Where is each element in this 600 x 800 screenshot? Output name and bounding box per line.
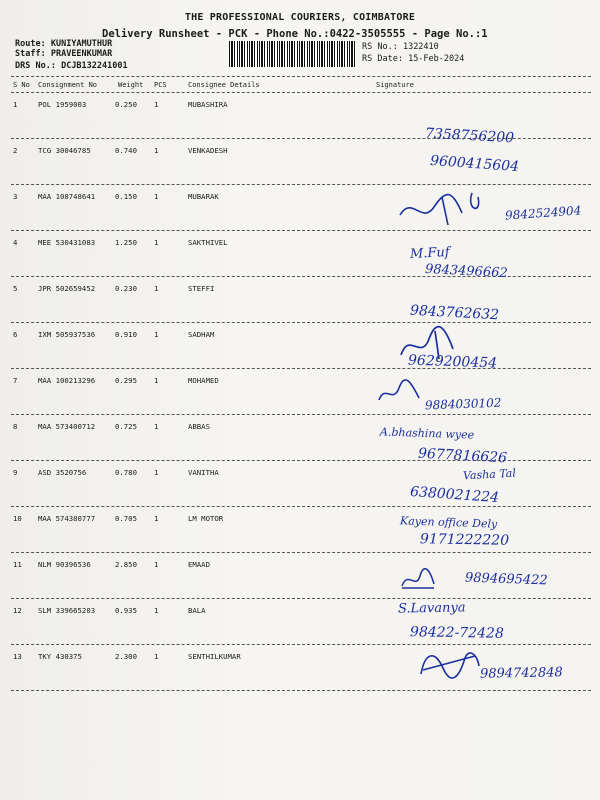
row-divider (11, 184, 591, 185)
cell-pcs: 1 (154, 330, 159, 339)
handwritten-note: Kayen office Dely (399, 514, 498, 531)
handwritten-note: A.bhashina wyee (379, 425, 475, 442)
cell-weight: 0.910 (115, 330, 137, 339)
table-row (0, 146, 600, 192)
cell-consignee: VANITHA (188, 468, 219, 477)
barcode (229, 41, 356, 67)
table-row (0, 238, 600, 284)
table-row (0, 330, 600, 376)
table-row (0, 514, 600, 560)
cell-cno: TKY 430375 (38, 652, 82, 661)
cell-weight: 0.295 (115, 376, 137, 385)
handwritten-note: S.Lavanya (397, 600, 466, 617)
rs-no-label: RS No.: (362, 42, 398, 52)
header-rule-top (11, 76, 591, 77)
cell-pcs: 1 (154, 146, 159, 155)
cell-weight: 2.850 (115, 560, 137, 569)
handwritten-note: 9171222220 (419, 531, 510, 549)
cell-sno: 10 (13, 514, 22, 523)
cell-sno: 6 (13, 330, 18, 339)
cell-consignee: SAKTHIVEL (188, 238, 228, 247)
handwritten-note: M.Fuf (409, 244, 451, 263)
row-divider (11, 138, 591, 139)
cell-cno: MEE 530431083 (38, 238, 96, 247)
cell-weight: 0.230 (115, 284, 137, 293)
cell-pcs: 1 (154, 514, 159, 523)
cell-pcs: 1 (154, 652, 159, 661)
table-row (0, 560, 600, 606)
table-row (0, 468, 600, 514)
rs-date-line (362, 54, 464, 64)
row-divider (11, 460, 591, 461)
row-divider (11, 598, 591, 599)
cell-weight: 0.935 (115, 606, 137, 615)
cell-cno: MAA 573400712 (38, 422, 96, 431)
cell-weight: 0.705 (115, 514, 137, 523)
table-row (0, 100, 600, 146)
col-consignee: Consignee Details (188, 81, 260, 89)
table-row (0, 422, 600, 468)
cell-sno: 1 (13, 100, 18, 109)
staff-line (15, 49, 112, 59)
runsheet-subtitle: Delivery Runsheet - PCK - Phone No.:0422-3505555 - Page No.:1 (102, 28, 488, 40)
cell-consignee: VENKADESH (188, 146, 228, 155)
handwritten-note: 9894695422 (464, 570, 548, 589)
cell-pcs: 1 (154, 422, 159, 431)
cell-weight: 0.150 (115, 192, 137, 201)
cell-weight: 0.725 (115, 422, 137, 431)
cell-consignee: ABBAS (188, 422, 210, 431)
cell-sno: 3 (13, 192, 18, 201)
table-row (0, 606, 600, 652)
handwritten-note: 6380021224 (409, 483, 500, 507)
table-row (0, 376, 600, 422)
cell-consignee: LM MOTOR (188, 514, 224, 523)
cell-sno: 5 (13, 284, 18, 293)
col-signature: Signature (376, 81, 414, 89)
table-row (0, 284, 600, 330)
cell-sno: 2 (13, 146, 18, 155)
cell-cno: MAA 574380777 (38, 514, 96, 523)
handwritten-note: Vasha Tal (462, 466, 517, 483)
row-divider (11, 644, 591, 645)
row-divider (11, 414, 591, 415)
cell-sno: 7 (13, 376, 18, 385)
cell-sno: 12 (13, 606, 22, 615)
row-divider (11, 322, 591, 323)
cell-cno: MAA 108748641 (38, 192, 96, 201)
table-row (0, 192, 600, 238)
rs-date-value: 15-Feb-2024 (408, 54, 465, 64)
drs-line (15, 61, 128, 71)
cell-weight: 0.780 (115, 468, 137, 477)
table-row (0, 652, 600, 698)
cell-sno: 13 (13, 652, 22, 661)
rs-date-label: RS Date: (362, 54, 403, 64)
handwritten-note: 9843496662 (424, 261, 509, 282)
header-rule-bottom (11, 92, 591, 93)
page-title: THE PROFESSIONAL COURIERS, COIMBATORE (184, 12, 416, 23)
row-divider (11, 230, 591, 231)
handwritten-note: 9600415604 (429, 152, 520, 176)
col-weight: Weight (118, 81, 144, 89)
route-label: Route: (15, 39, 46, 49)
rs-no-value: 1322410 (402, 42, 439, 52)
staff-label: Staff: (15, 49, 46, 59)
cell-cno: IXM 505937536 (38, 330, 96, 339)
rs-no-line (362, 42, 439, 52)
handwritten-note: 98422-72428 (409, 624, 504, 642)
cell-pcs: 1 (154, 284, 159, 293)
handwritten-note: 9894742848 (479, 665, 563, 682)
cell-consignee: MOHAMED (188, 376, 219, 385)
handwritten-note: 9842524904 (504, 203, 582, 223)
cell-sno: 11 (13, 560, 22, 569)
cell-consignee: MUBARAK (188, 192, 219, 201)
cell-pcs: 1 (154, 376, 159, 385)
handwritten-note: 9843762632 (409, 302, 500, 324)
row-divider (11, 368, 591, 369)
cell-cno: TCG 30046785 (38, 146, 91, 155)
cell-pcs: 1 (154, 192, 159, 201)
handwritten-note: 9629200454 (407, 352, 498, 372)
cell-sno: 4 (13, 238, 18, 247)
col-sno: S No (13, 81, 30, 89)
cell-consignee: EMAAD (188, 560, 210, 569)
cell-weight: 1.250 (115, 238, 137, 247)
cell-cno: SLM 339665203 (38, 606, 96, 615)
cell-cno: JPR 502659452 (38, 284, 96, 293)
cell-pcs: 1 (154, 238, 159, 247)
staff-value: PRAVEENKUMAR (50, 49, 113, 59)
row-divider (11, 506, 591, 507)
cell-cno: ASD 3520756 (38, 468, 87, 477)
cell-pcs: 1 (154, 606, 159, 615)
cell-consignee: MUBASHIRA (188, 100, 228, 109)
cell-weight: 0.250 (115, 100, 137, 109)
cell-consignee: BALA (188, 606, 206, 615)
route-value: KUNIYAMUTHUR (50, 39, 113, 49)
cell-weight: 2.300 (115, 652, 137, 661)
cell-pcs: 1 (154, 560, 159, 569)
cell-cno: MAA 100213296 (38, 376, 96, 385)
route-line (15, 39, 112, 49)
handwritten-note: 9677816626 (417, 445, 508, 467)
col-cno: Consignment No (38, 81, 98, 89)
cell-pcs: 1 (154, 100, 159, 109)
cell-consignee: SADHAM (188, 330, 215, 339)
drs-label: DRS No.: (15, 61, 56, 71)
row-divider (11, 276, 591, 277)
cell-sno: 8 (13, 422, 18, 431)
cell-cno: NLM 90396536 (38, 560, 91, 569)
row-divider (11, 552, 591, 553)
cell-consignee: SENTHILKUMAR (188, 652, 241, 661)
drs-value: DCJB132241001 (61, 61, 128, 71)
cell-consignee: STEFFI (188, 284, 215, 293)
cell-sno: 9 (13, 468, 18, 477)
handwritten-note: 7358756200 (424, 125, 515, 147)
col-pcs: PCS (154, 81, 167, 89)
handwritten-note: 9884030102 (424, 395, 502, 413)
cell-weight: 0.740 (115, 146, 137, 155)
cell-cno: POL 1959003 (38, 100, 87, 109)
row-divider (11, 690, 591, 691)
cell-pcs: 1 (154, 468, 159, 477)
